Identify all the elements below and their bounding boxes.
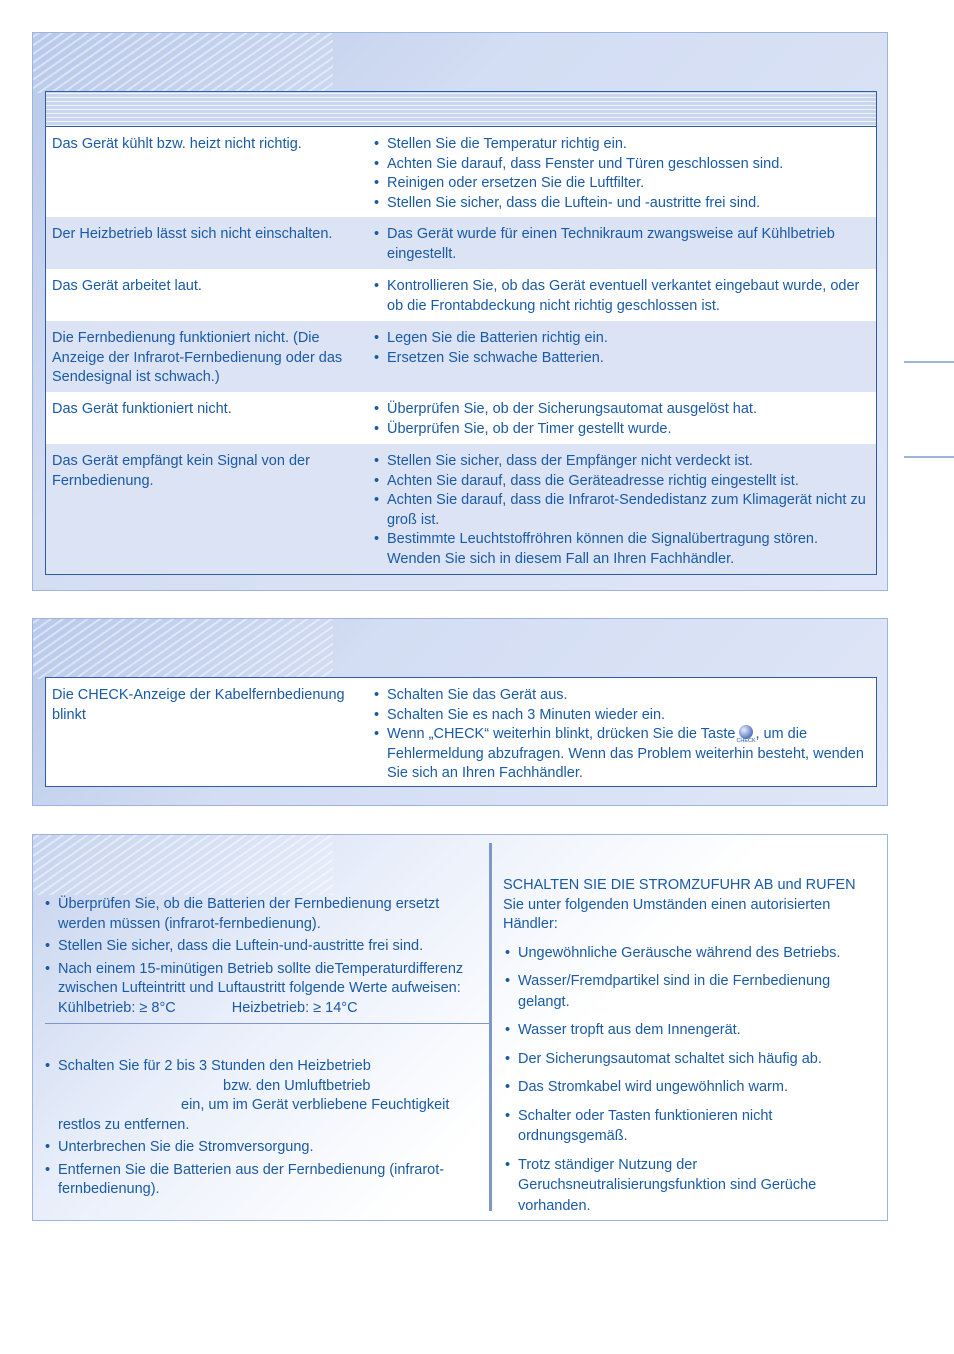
remedy-cell [366, 217, 876, 269]
remedy-item: • Bestimmte Leuchtstoffröhren können die Signalübertragung stören. Wenden Sie sich in diesem Fall an Ihren Fachhändler. [372, 530, 866, 569]
service-call-list [503, 876, 873, 1224]
cooling-value: Kühlbetrieb: ≥ 8°C [58, 999, 176, 1016]
table-row [46, 392, 876, 444]
shutdown-item: • Unterbrechen Sie die Stromversorgung. [43, 1138, 483, 1158]
service-item: • Schalter oder Tasten funktionieren nicht ordnungsgemäß. [503, 1106, 873, 1147]
shutdown-line: ein, um im Gerät verbliebene Feuchtigkeit [181, 1097, 450, 1113]
inspection-list [43, 895, 483, 1021]
remedy-item: • Achten Sie darauf, dass die Geräteadresse richtig eingestellt ist. [372, 472, 866, 492]
remedy-cell [366, 392, 876, 444]
table-row [46, 321, 876, 392]
remedy-item [372, 725, 866, 784]
table-row [46, 217, 876, 269]
problem-cell: Die CHECK-Anzeige der Kabelfernbedienung blinkt [52, 687, 345, 723]
remedy-item: • Überprüfen Sie, ob der Timer gestellt wurde. [372, 420, 866, 440]
remedy-item: • Stellen Sie sicher, dass der Empfänger nicht verdeckt ist. [372, 452, 866, 472]
inspection-item: • Überprüfen Sie, ob die Batterien der Fernbedienung ersetzt werden müssen (infrarot-fernbedienung). [43, 895, 483, 934]
remedy-item: • Achten Sie darauf, dass Fenster und Türen geschlossen sind. [372, 155, 866, 175]
remedy-item: • Kontrollieren Sie, ob das Gerät eventuell verkantet eingebaut wurde, oder ob die Frontabdeckung nicht richtig geschlossen ist. [372, 277, 866, 316]
shutdown-item [43, 1057, 483, 1135]
remedy-item: • Schalten Sie es nach 3 Minuten wieder ein. [372, 706, 866, 726]
service-intro: Sie unter folgenden Umständen einen autorisierten Händler: [503, 896, 831, 932]
remedy-item: • Achten Sie darauf, dass die Infrarot-Sendedistanz zum Klimagerät nicht zu groß ist. [372, 491, 866, 530]
problem-cell: Das Gerät kühlt bzw. heizt nicht richtig. [52, 136, 302, 152]
troubleshooting-table [45, 91, 877, 575]
service-item: • Ungewöhnliche Geräusche während des Betriebs. [503, 943, 873, 964]
service-heading: SCHALTEN SIE DIE STROMZUFUHR AB und RUFEN [503, 877, 856, 893]
panel-hatch [33, 619, 333, 679]
shutdown-line: restlos zu entfernen. [58, 1116, 190, 1133]
shutdown-line: • Schalten Sie für 2 bis 3 Stunden den Heizbetrieb [58, 1058, 371, 1074]
table-header [46, 92, 876, 127]
remedy-text: , um die Fehlermeldung abzufragen. Wenn das Problem weiterhin besteht, wenden Sie sich an Ihren Fachhändler. [387, 726, 864, 781]
remedy-cell [366, 321, 876, 392]
service-item: • Trotz ständiger Nutzung der Geruchsneutralisierungsfunktion sind Gerüche vorhanden. [503, 1155, 873, 1217]
service-item: • Der Sicherungsautomat schaltet sich häufig ab. [503, 1049, 873, 1070]
problem-cell: Das Gerät arbeitet laut. [52, 278, 202, 294]
remedy-item: • Legen Sie die Batterien richtig ein. [372, 329, 866, 349]
temp-check-text: Nach einem 15-minütigen Betrieb sollte dieTemperaturdifferenz zwischen Lufteintritt und Luftaustritt folgende Werte aufweisen: [58, 960, 464, 996]
remedy-cell [366, 269, 876, 321]
table-row [46, 444, 876, 574]
shutdown-line: bzw. den Umluftbetrieb [223, 1077, 371, 1094]
problem-cell: Der Heizbetrieb lässt sich nicht einschalten. [52, 226, 333, 242]
problem-cell: Das Gerät empfängt kein Signal von der Fernbedienung. [52, 453, 310, 489]
remedy-item: • Reinigen oder ersetzen Sie die Luftfilter. [372, 174, 866, 194]
inspection-item [43, 960, 483, 1019]
service-item: • Wasser tropft aus dem Innengerät. [503, 1020, 873, 1041]
column-divider [489, 843, 492, 1211]
service-item: • Das Stromkabel wird ungewöhnlich warm. [503, 1077, 873, 1098]
shutdown-item: • Entfernen Sie die Batterien aus der Fernbedienung (infrarot-fernbedienung). [43, 1161, 483, 1200]
check-table [45, 677, 877, 787]
remedy-cell [366, 127, 876, 217]
panel-hatch [33, 835, 333, 895]
remedy-item: • Schalten Sie das Gerät aus. [372, 686, 866, 706]
side-tab-line [904, 456, 954, 458]
section-divider [45, 1023, 489, 1024]
remedy-cell [366, 678, 876, 786]
remedy-item: • Das Gerät wurde für einen Technikraum zwangsweise auf Kühlbetrieb eingestellt. [372, 225, 866, 264]
maintenance-panel [32, 834, 888, 1221]
remedy-item: • Ersetzen Sie schwache Batterien. [372, 349, 866, 369]
troubleshooting-panel [32, 32, 888, 591]
shutdown-list [43, 1057, 483, 1203]
check-button-icon [739, 725, 753, 739]
service-item: • Wasser/Fremdpartikel sind in die Fernbedienung gelangt. [503, 971, 873, 1012]
remedy-item: • Überprüfen Sie, ob der Sicherungsautomat ausgelöst hat. [372, 400, 866, 420]
problem-cell: Das Gerät funktioniert nicht. [52, 401, 232, 417]
table-row [46, 269, 876, 321]
remedy-cell [366, 444, 876, 574]
check-panel [32, 618, 888, 806]
remedy-text: Wenn „CHECK“ weiterhin blinkt, drücken Sie die Taste [387, 726, 736, 742]
table-row [46, 127, 876, 217]
table-row [46, 678, 876, 786]
panel-hatch [33, 33, 333, 93]
remedy-item: • Stellen Sie die Temperatur richtig ein. [372, 135, 866, 155]
remedy-item: • Stellen Sie sicher, dass die Luftein- und -austritte frei sind. [372, 194, 866, 214]
heating-value: Heizbetrieb: ≥ 14°C [231, 999, 358, 1016]
problem-cell: Die Fernbedienung funktioniert nicht. (Die Anzeige der Infrarot-Fernbedienung oder das Sendesignal ist schwach.) [52, 330, 343, 385]
inspection-item: • Stellen Sie sicher, dass die Luftein-und-austritte frei sind. [43, 937, 483, 957]
side-tab-line [904, 361, 954, 363]
